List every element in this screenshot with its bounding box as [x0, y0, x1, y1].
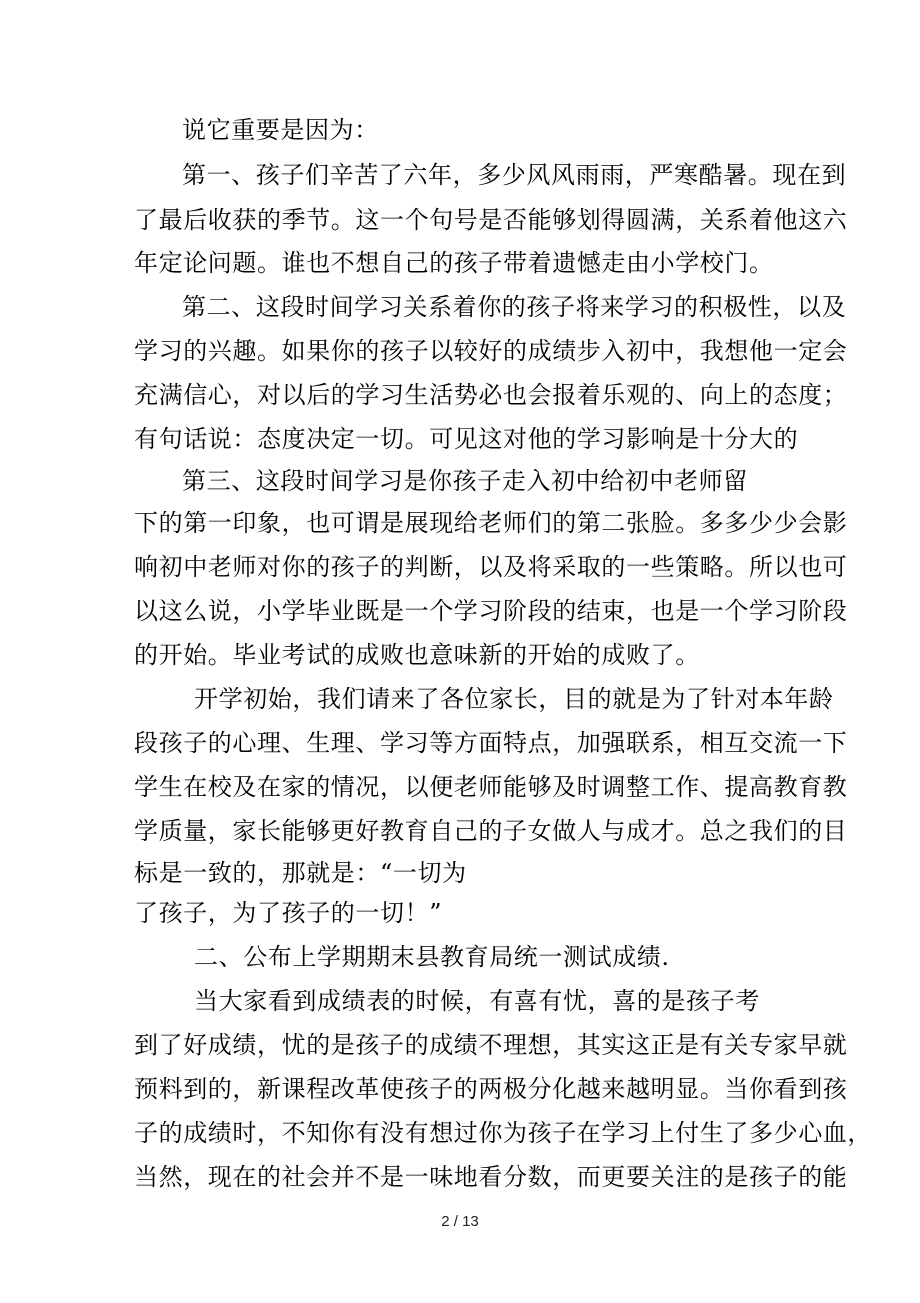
text-line: 响初中老师对你的孩子的判断，以及将采取的一些策略。所以也可 — [134, 553, 848, 581]
text-line: 有句话说：态度决定一切。可见这对他的学习影响是十分大的 — [134, 425, 799, 453]
text-line: 开学初始，我们请来了各位家长，目的就是为了针对本年龄 — [194, 685, 834, 713]
text-line: 子的成绩时，不知你有没有想过你为孩子在学习上付生了多少心血， — [134, 1119, 872, 1147]
text-line: 到了好成绩，忧的是孩子的成绩不理想，其实这正是有关专家早就 — [134, 1031, 848, 1059]
text-line: 说它重要是因为： — [182, 116, 379, 144]
text-line: 学生在校及在家的情况，以便老师能够及时调整工作、提高教育教 — [134, 773, 848, 801]
text-line: 以这么说，小学毕业既是一个学习阶段的结束，也是一个学习阶段 — [134, 597, 848, 625]
text-line: 第一、孩子们辛苦了六年，多少风风雨雨，严寒酷暑。现在到 — [182, 161, 847, 189]
page-number: 2 / 13 — [441, 1213, 479, 1230]
text-line: 的开始。毕业考试的成败也意味新的开始的成败了。 — [134, 641, 700, 669]
text-line: 充满信心，对以后的学习生活势必也会报着乐观的、向上的态度； — [134, 381, 848, 409]
text-line: 了最后收获的季节。这一个句号是否能够划得圆满，关系着他这六 — [134, 206, 848, 234]
text-line: 预料到的，新课程改革使孩子的两极分化越来越明显。当你看到孩 — [134, 1075, 848, 1103]
text-line: 下的第一印象，也可谓是展现给老师们的第二张脸。多多少少会影 — [134, 509, 848, 537]
text-line: 第二、这段时间学习关系着你的孩子将来学习的积极性，以及 — [182, 293, 847, 321]
text-line: 当大家看到成绩表的时候，有喜有忧，喜的是孩子考 — [194, 987, 760, 1015]
text-line: 段孩子的心理、生理、学习等方面特点，加强联系，相互交流一下 — [134, 729, 848, 757]
text-line: 当然，现在的社会并不是一味地看分数，而更要关注的是孩子的能 — [134, 1163, 848, 1191]
text-line: 第三、这段时间学习是你孩子走入初中给初中老师留 — [182, 467, 748, 495]
text-line: 标是一致的，那就是：“一切为 — [134, 859, 467, 887]
text-line: 年定论问题。谁也不想自己的孩子带着遗憾走由小学校门。 — [134, 249, 774, 277]
text-line: 二、公布上学期期末县教育局统一测试成绩. — [194, 943, 670, 971]
text-line: 学质量，家长能够更好教育自己的子女做人与成才。总之我们的目 — [134, 817, 848, 845]
text-line: 学习的兴趣。如果你的孩子以较好的成绩步入初中，我想他一定会 — [134, 337, 848, 365]
text-line: 了孩子，为了孩子的一切！” — [134, 899, 443, 927]
